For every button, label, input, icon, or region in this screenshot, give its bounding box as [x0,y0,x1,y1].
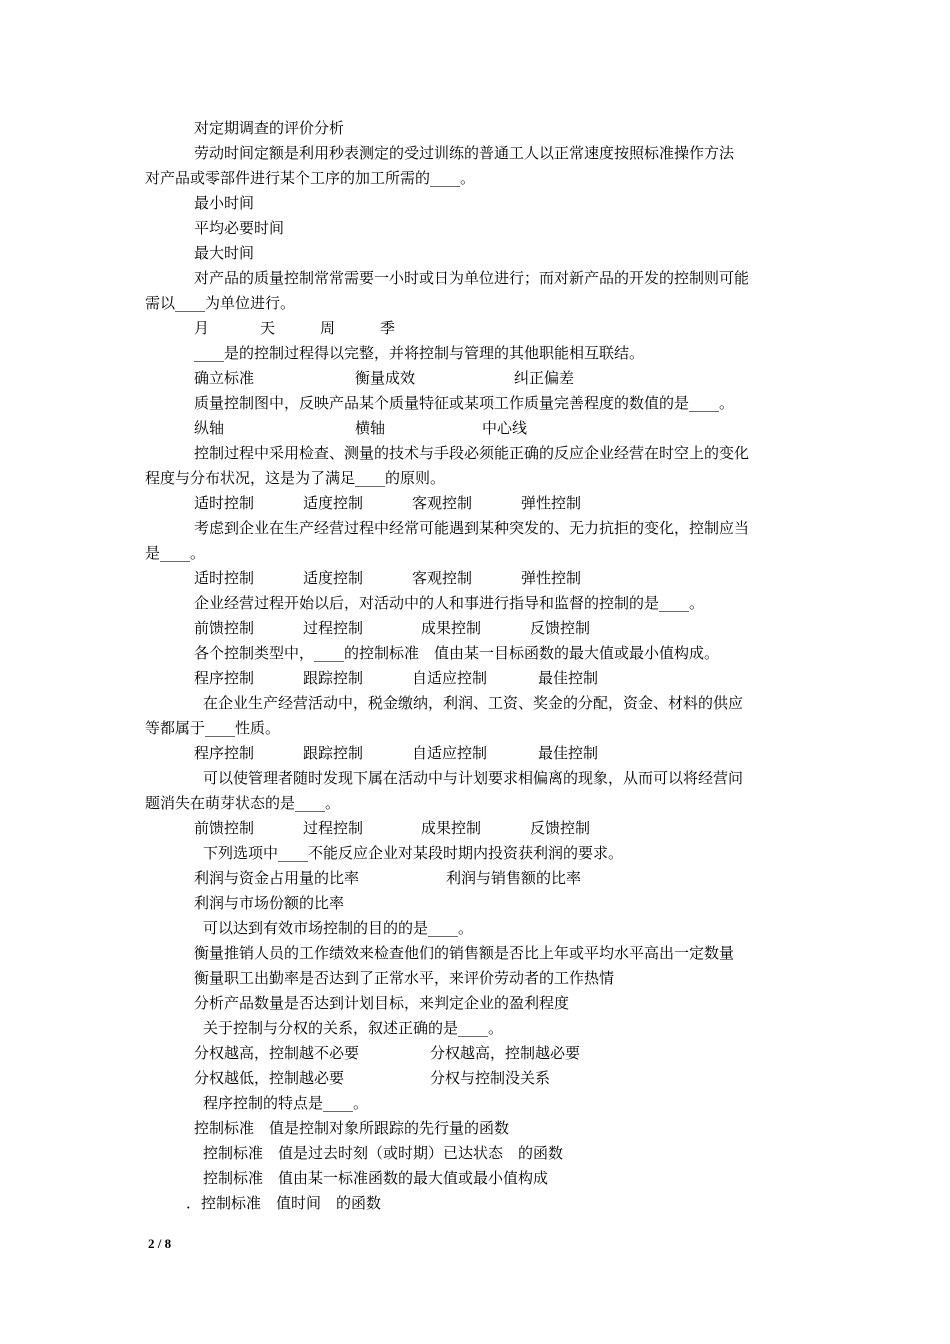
line-text: 等都属于____性质。 [145,719,281,737]
line-text: 题消失在萌芽状态的是____。 [145,794,341,812]
option-text: 跟踪控制 [303,744,364,762]
option-text: 成果控制 [421,819,482,837]
option-text: 客观控制 [412,494,473,512]
option-text: 客观控制 [412,569,473,587]
option-text: 月 [194,319,210,337]
option-text: 成果控制 [421,619,482,637]
line-text: 质量控制图中，反映产品某个质量特征或某项工作质量完善程度的数值的是____。 [194,394,735,412]
option-text: 最佳控制 [538,744,599,762]
option-text: 反馈控制 [530,819,591,837]
line-text: 需以____为单位进行。 [145,294,296,312]
option-text: 利润与资金占用量的比率 [194,869,360,887]
line-text: 是____。 [145,544,206,562]
line-text: 最小时间 [194,194,255,212]
line-text: 程序控制的特点是____。 [203,1094,369,1112]
option-text: 弹性控制 [521,569,582,587]
option-text: 分权越低，控制越必要 [194,1069,345,1087]
page-number: 2 / 8 [148,1236,172,1251]
option-text: 中心线 [482,419,528,437]
option-text: 衡量成效 [355,369,416,387]
option-text: 横轴 [355,419,386,437]
line-text: 企业经营过程开始以后，对活动中的人和事进行指导和监督的控制的是____。 [194,594,705,612]
line-text: 在企业生产经营活动中，税金缴纳，利润、工资、奖金的分配，资金、材料的供应 [203,694,744,712]
option-text: 自适应控制 [412,744,488,762]
option-text: 天 [260,319,276,337]
option-text: 程序控制 [194,669,255,687]
option-text: 纠正偏差 [514,369,575,387]
option-text: 确立标准 [194,369,255,387]
line-text: 对定期调查的评价分析 [194,119,345,137]
option-text: 分权越高，控制越不必要 [194,1044,360,1062]
line-text: 关于控制与分权的关系，叙述正确的是____。 [203,1019,504,1037]
line-text: 程度与分布状况，这是为了满足____的原则。 [145,469,446,487]
option-text: 周 [320,319,336,337]
option-text: 分权与控制没关系 [430,1069,551,1087]
line-text: 分析产品数量是否达到计划目标，来判定企业的盈利程度 [194,994,570,1012]
line-text: 可以使管理者随时发现下属在活动中与计划要求相偏离的现象，从而可以将经营问 [203,769,744,787]
line-text: 各个控制类型中，____的控制标准 值由某一目标函数的最大值或最小值构成。 [194,644,720,662]
option-text: 适时控制 [194,494,255,512]
line-text: ．控制标准 值时间 的函数 [186,1194,382,1212]
option-text: 跟踪控制 [303,669,364,687]
option-text: 利润与销售额的比率 [446,869,582,887]
option-text: 弹性控制 [521,494,582,512]
line-text: 控制标准 值是控制对象所跟踪的先行量的函数 [194,1119,510,1137]
option-text: 程序控制 [194,744,255,762]
option-text: 纵轴 [194,419,225,437]
option-text: 过程控制 [303,619,364,637]
line-text: 下列选项中____不能反应企业对某段时期内投资获利润的要求。 [203,844,624,862]
option-text: 自适应控制 [412,669,488,687]
line-text: 衡量推销人员的工作绩效来检查他们的销售额是否比上年或平均水平高出一定数量 [194,944,735,962]
option-text: 前馈控制 [194,819,255,837]
option-text: 分权越高，控制越必要 [430,1044,581,1062]
line-text: 劳动时间定额是利用秒表测定的受过训练的普通工人以正常速度按照标准操作方法 [194,144,735,162]
option-text: 过程控制 [303,819,364,837]
line-text: 对产品的质量控制常常需要一小时或日为单位进行；而对新产品的开发的控制则可能 [194,269,750,287]
line-text: 对产品或零部件进行某个工序的加工所需的____。 [145,169,476,187]
line-text: 考虑到企业在生产经营过程中经常可能遇到某种突发的、无力抗拒的变化，控制应当 [194,519,750,537]
option-text: 适时控制 [194,569,255,587]
option-text: 季 [380,319,396,337]
line-text: ____是的控制过程得以完整，并将控制与管理的其他职能相互联结。 [194,344,645,362]
option-text: 最佳控制 [538,669,599,687]
line-text: 衡量职工出勤率是否达到了正常水平，来评价劳动者的工作热情 [194,969,615,987]
option-text: 适度控制 [303,494,364,512]
line-text: 控制标准 值由某一标准函数的最大值或最小值构成 [203,1169,549,1187]
option-text: 适度控制 [303,569,364,587]
line-text: 可以达到有效市场控制的目的的是____。 [203,919,474,937]
line-text: 控制过程中采用检查、测量的技术与手段必须能正确的反应企业经营在时空上的变化 [194,444,750,462]
option-text: 反馈控制 [530,619,591,637]
line-text: 最大时间 [194,244,255,262]
option-text: 前馈控制 [194,619,255,637]
line-text: 平均必要时间 [194,219,285,237]
line-text: 控制标准 值是过去时刻（或时期）已达状态 的函数 [203,1144,564,1162]
line-text: 利润与市场份额的比率 [194,894,345,912]
